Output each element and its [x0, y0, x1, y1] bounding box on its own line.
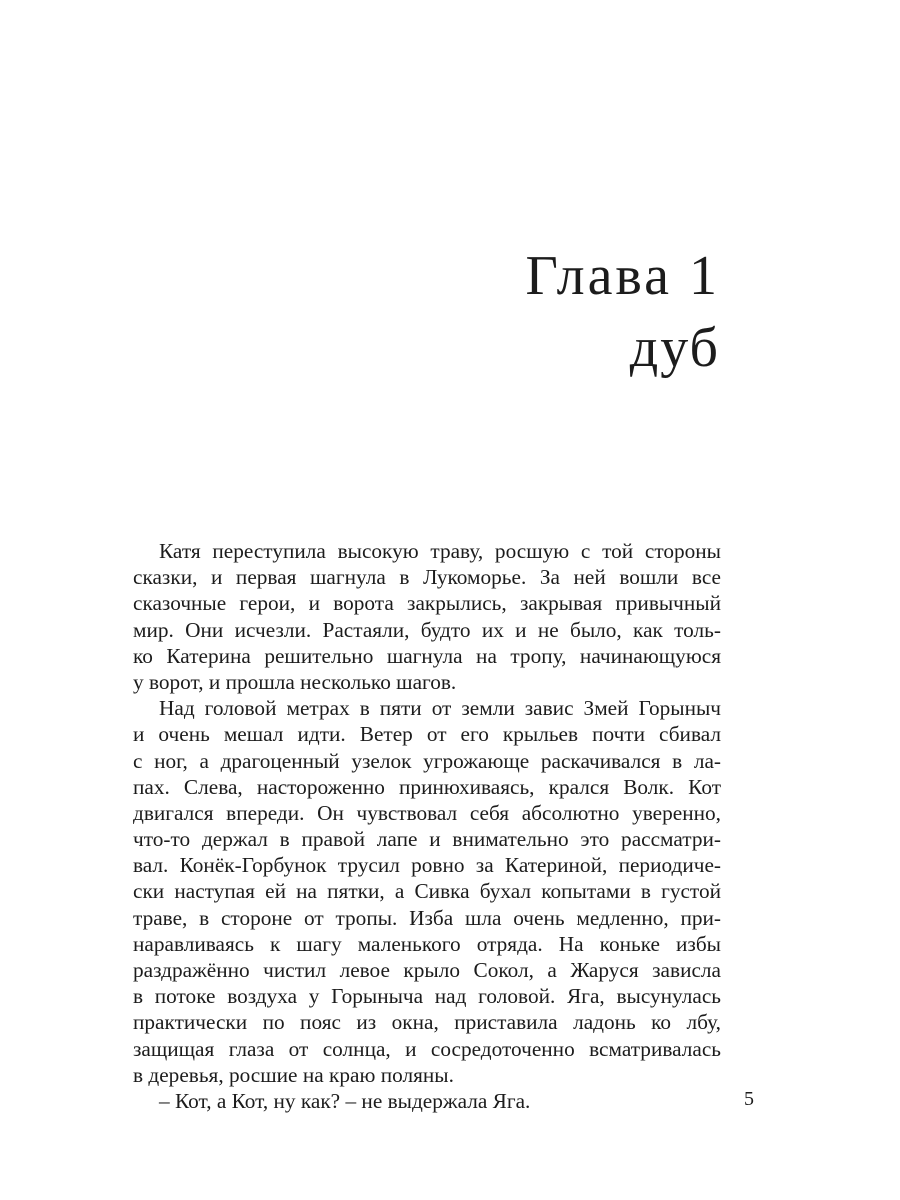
text-line: защищая глаза от солнца, и сосредоточенно всматривалась — [133, 1036, 721, 1061]
text-line: траве, в стороне от тропы. Изба шла очень медленно, при- — [133, 905, 721, 930]
chapter-number: Глава 1 — [525, 245, 720, 307]
text-line: что-то держал в правой лапе и внимательно это рассматри- — [133, 827, 721, 852]
chapter-title: дуб — [629, 317, 720, 379]
text-line: в деревья, росшие на краю поляны. — [133, 1062, 454, 1087]
text-line: практически по пояс из окна, приставила ладонь ко лбу, — [133, 1010, 721, 1035]
text-line: сказочные герои, и ворота закрылись, закрывая привычный — [133, 591, 721, 616]
text-line: пах. Слева, настороженно принюхиваясь, крался Волк. Кот — [133, 774, 721, 799]
text-line: наравливаясь к шагу маленького отряда. На коньке избы — [133, 931, 721, 956]
text-line: в потоке воздуха у Горыныча над головой. Яга, высунулась — [133, 984, 721, 1009]
text-line: сказки, и первая шагнула в Лукоморье. За ней вошли все — [133, 565, 721, 590]
text-line: Над головой метрах в пяти от земли завис Змей Горыныч — [159, 696, 721, 721]
text-line: у ворот, и прошла несколько шагов. — [133, 669, 457, 694]
text-line: раздражённо чистил левое крыло Сокол, а Жаруся зависла — [133, 958, 721, 982]
text-line: двигался впереди. Он чувствовал себя абсолютно уверенно, — [133, 800, 721, 825]
text-line: мир. Они исчезли. Растаяли, будто их и не было, как толь- — [133, 617, 721, 642]
chapter-heading — [525, 240, 720, 384]
text-line: – Кот, а Кот, ну как? – не выдержала Яга. — [159, 1088, 531, 1113]
text-line: ко Катерина решительно шагнула на тропу, начинающуюся — [133, 643, 721, 668]
text-line: и очень мешал идти. Ветер от его крыльев почти сбивал — [133, 722, 721, 747]
text-line: вал. Конёк-Горбунок трусил ровно за Катериной, периодиче- — [133, 853, 721, 878]
chapter-body-text — [133, 538, 721, 1114]
text-line: ски наступая ей на пятки, а Сивка бухал копытами в густой — [133, 879, 721, 904]
page-number: 5 — [744, 1088, 754, 1110]
text-line: Катя переступила высокую траву, росшую с той стороны — [159, 539, 721, 563]
text-line: с ног, а драгоценный узелок угрожающе раскачивался в ла- — [133, 748, 721, 773]
